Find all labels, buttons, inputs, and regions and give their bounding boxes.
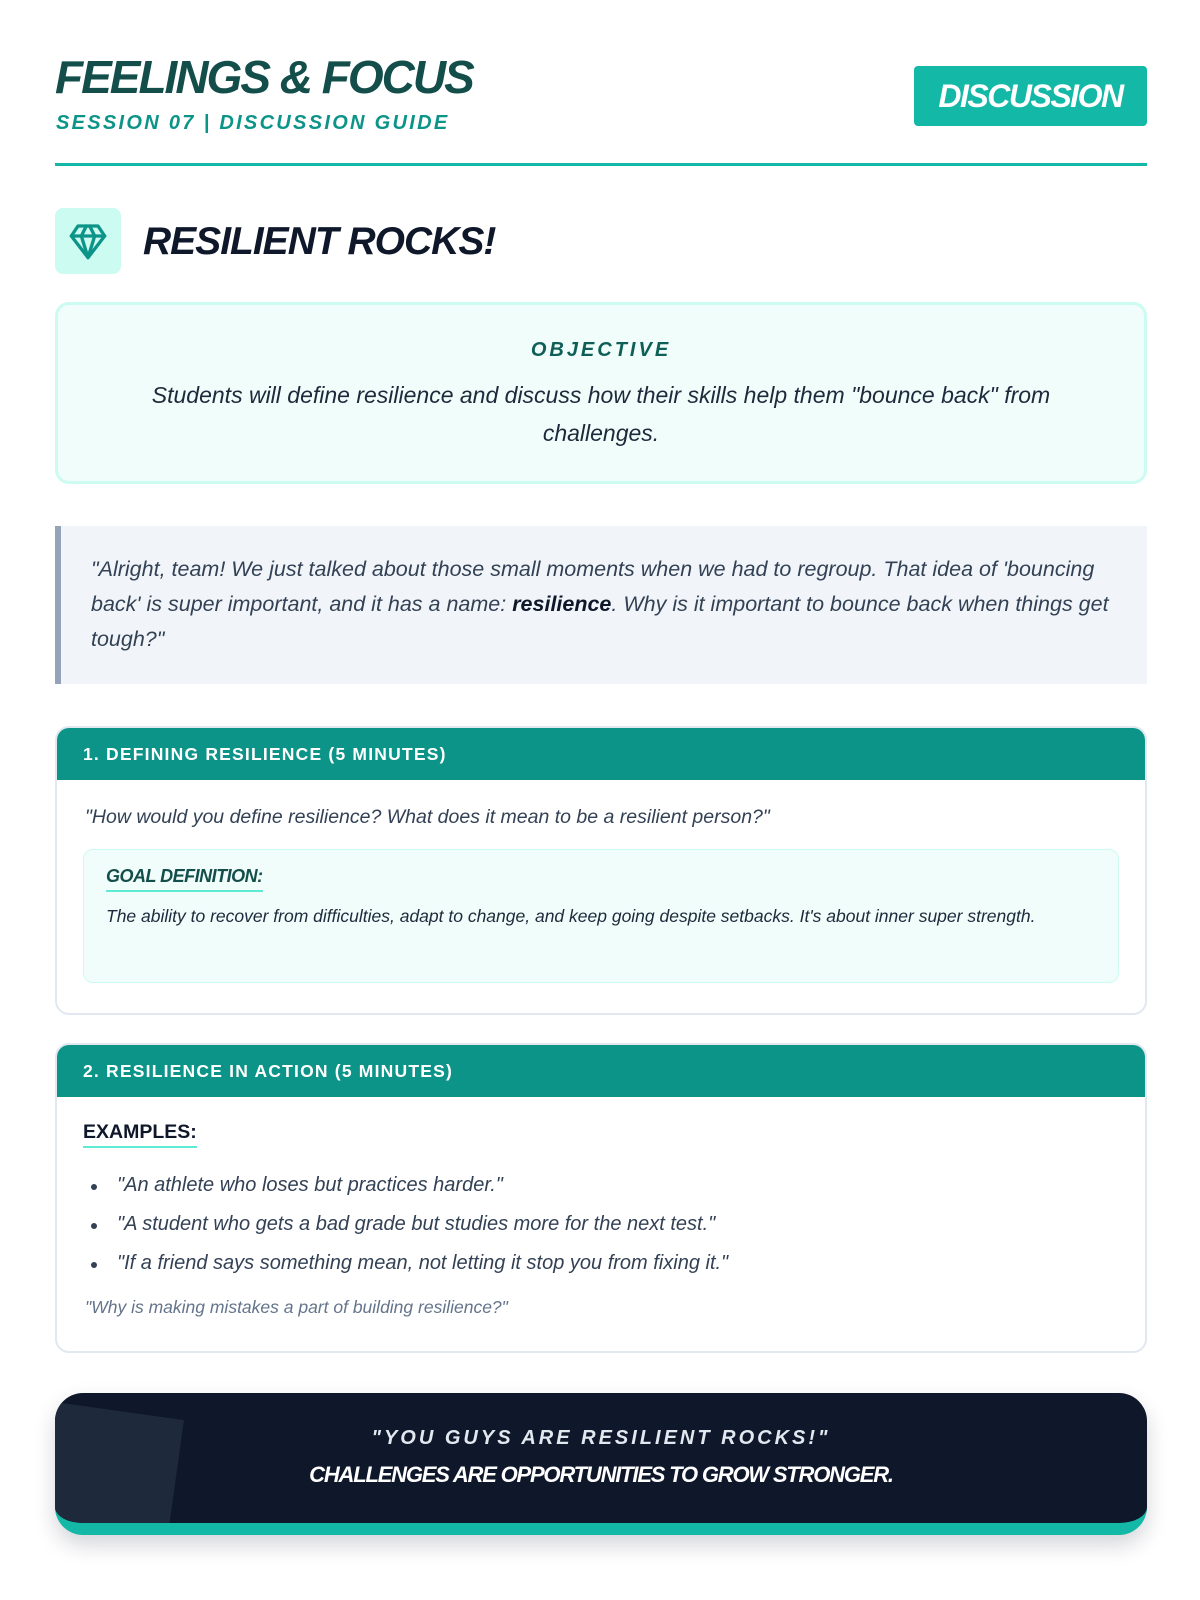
- followup-question: "Why is making mistakes a part of building resilience?": [85, 1297, 508, 1317]
- example-item: "If a friend says something mean, not letting it stop you from fixing it.": [89, 1244, 1145, 1283]
- closing-tagline: CHALLENGES ARE OPPORTUNITIES TO GROW STRONGER.: [309, 1462, 893, 1487]
- part-1-heading: 1. DEFINING RESILIENCE (5 MINUTES): [57, 728, 1145, 780]
- intro-quote-emphasis: resilience: [512, 592, 612, 616]
- discussion-guide-page: [55, 50, 1147, 1535]
- discussion-badge: DISCUSSION: [914, 66, 1147, 126]
- closing-banner: [55, 1393, 1147, 1535]
- part-2-heading: 2. RESILIENCE IN ACTION (5 MINUTES): [57, 1045, 1145, 1097]
- part-1-prompt: "How would you define resilience? What does it mean to be a resilient person?": [85, 806, 770, 828]
- objective-text: Students will define resilience and discuss how their skills help them "bounce back" from challenges.: [151, 382, 1051, 446]
- goal-definition-box: [83, 849, 1119, 983]
- part-2-card: [55, 1043, 1147, 1353]
- example-item: "An athlete who loses but practices harder.": [89, 1166, 1145, 1205]
- objective-box: [55, 302, 1147, 484]
- session-subtitle: SESSION 07 | DISCUSSION GUIDE: [56, 112, 450, 134]
- page-header: [55, 50, 1147, 166]
- intro-quote-text: "Alright, team! We just talked about those small moments when we had to regroup. That idea of 'bouncing back' is super important, and it has a name:: [91, 557, 1095, 616]
- goal-definition-text: The ability to recover from difficulties, adapt to change, and keep going despite setbacks. It's about inner super strength.: [106, 906, 1036, 926]
- objective-label: OBJECTIVE: [530, 339, 672, 361]
- section-heading: [55, 208, 1147, 274]
- examples-list: [89, 1166, 1145, 1283]
- intro-quote: [55, 526, 1147, 684]
- intro-quote-ending: . Why is it important to bounce back when things get tough?": [91, 592, 1109, 651]
- examples-label: EXAMPLES:: [83, 1121, 197, 1148]
- part-1-card: [55, 726, 1147, 1015]
- closing-quote: "YOU GUYS ARE RESILIENT ROCKS!": [371, 1427, 831, 1449]
- goal-definition-label: GOAL DEFINITION:: [106, 866, 263, 892]
- section-title: RESILIENT ROCKS!: [143, 220, 496, 263]
- example-item: "A student who gets a bad grade but studies more for the next test.": [89, 1205, 1145, 1244]
- gem-icon: [55, 208, 121, 274]
- program-title: FEELINGS & FOCUS: [55, 51, 473, 103]
